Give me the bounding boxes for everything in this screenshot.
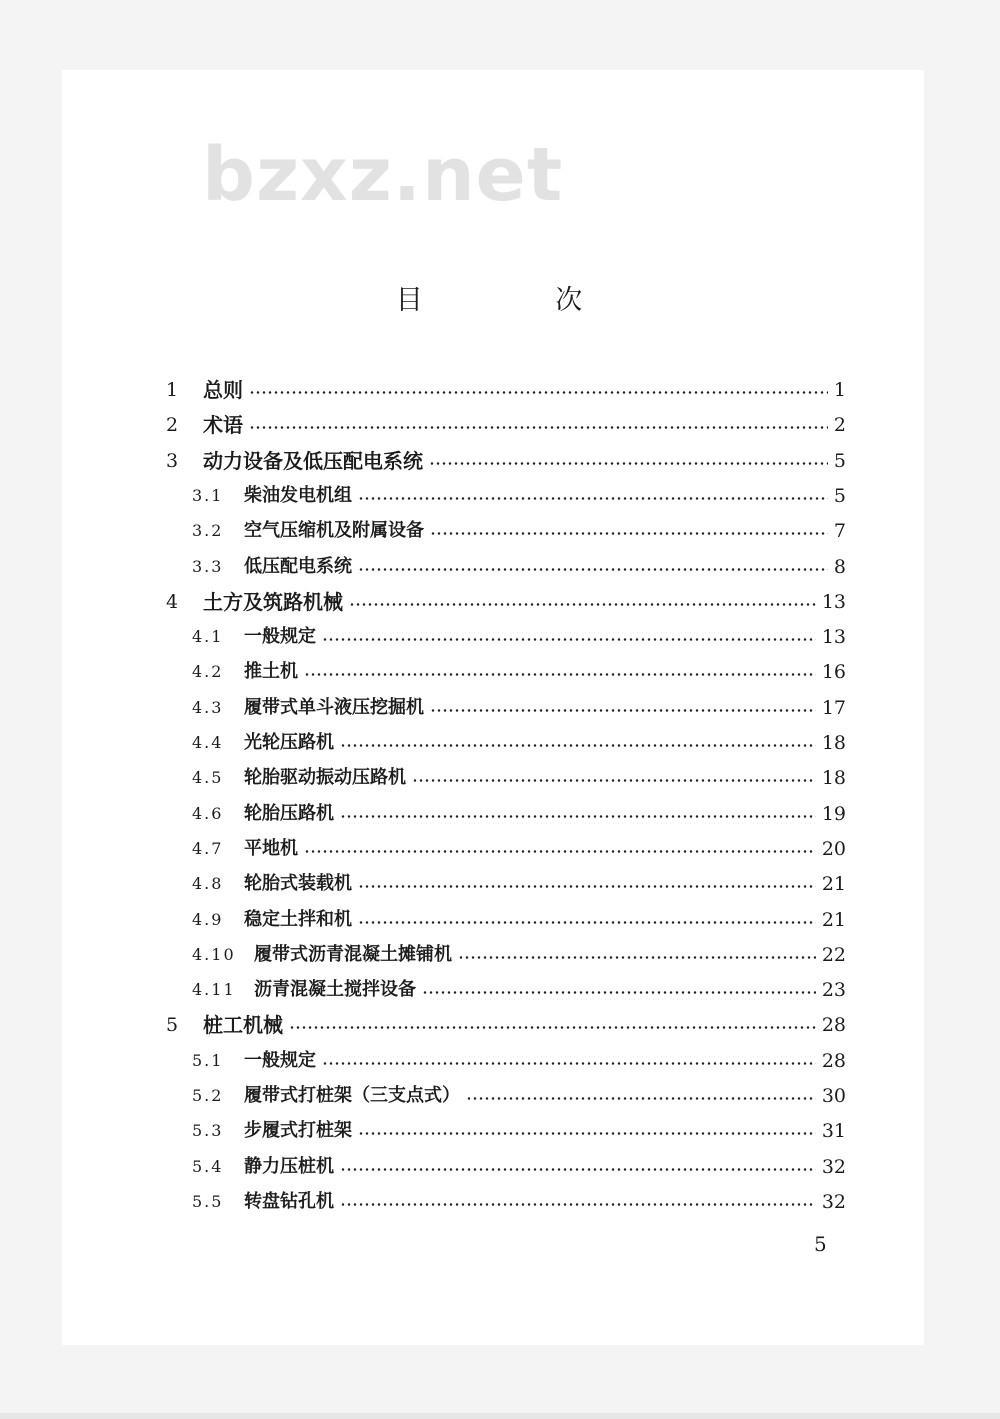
toc-section-entry	[192, 940, 846, 970]
dot-leader	[322, 622, 816, 652]
toc-section-entry	[192, 657, 846, 687]
toc-entry-title: 低压配电系统	[244, 555, 352, 577]
toc-entry-title: 轮胎式装载机	[244, 873, 352, 895]
watermark: bzxz.net	[202, 132, 564, 218]
toc-entry-page: 17	[821, 696, 846, 719]
toc-entry-page: 20	[821, 837, 846, 860]
toc-entry-page: 5	[833, 449, 846, 472]
toc-entry-title: 履带式打桩架（三支点式）	[244, 1085, 460, 1106]
toc-section-entry	[192, 1152, 846, 1182]
toc-entry-number: 5.3	[192, 1121, 224, 1141]
toc-entry-title: 推土机	[244, 661, 298, 683]
dot-leader	[340, 1187, 816, 1217]
toc-entry-title: 光轮压路机	[244, 732, 334, 753]
toc-section-entry	[192, 516, 846, 546]
toc-entry-title: 总则	[203, 378, 243, 402]
toc-entry-page: 13	[821, 626, 846, 649]
dot-leader	[466, 1081, 816, 1111]
toc-entry-number: 3	[166, 449, 179, 472]
toc-entry-title: 一般规定	[244, 626, 316, 648]
toc-entry-page: 21	[821, 873, 846, 896]
toc-entry-number: 2	[166, 414, 179, 437]
dot-leader	[358, 552, 828, 582]
toc-chapter-entry	[166, 410, 846, 440]
toc-section-entry	[192, 763, 846, 793]
toc-entry-number: 4.6	[192, 803, 224, 823]
toc-entry-page: 31	[821, 1120, 846, 1143]
toc-entry-page: 1	[833, 379, 846, 401]
toc-entry-title: 一般规定	[244, 1049, 316, 1071]
toc-entry-number: 4.1	[192, 627, 224, 647]
toc-entry-title: 动力设备及低压配电系统	[203, 448, 423, 473]
toc-section-entry	[192, 1187, 846, 1217]
dot-leader	[340, 1152, 816, 1182]
dot-leader	[249, 410, 828, 440]
dot-leader	[340, 728, 816, 758]
dot-leader	[358, 905, 816, 935]
toc-entry-page: 18	[821, 767, 846, 790]
dot-leader	[289, 1010, 816, 1040]
dot-leader	[358, 481, 828, 511]
toc-entry-number: 4.8	[192, 874, 224, 894]
toc-entry-title: 转盘钻孔机	[244, 1190, 334, 1212]
toc-entry-page: 30	[821, 1085, 846, 1107]
toc-entry-title: 静力压桩机	[244, 1155, 334, 1177]
dot-leader	[349, 587, 816, 617]
toc-entry-title: 柴油发电机组	[244, 484, 352, 506]
toc-entry-title: 步履式打桩架	[244, 1120, 352, 1142]
toc-entry-title: 桩工机械	[203, 1013, 283, 1038]
toc-entry-number: 4.4	[192, 733, 224, 752]
toc-entry-title: 轮胎驱动振动压路机	[244, 767, 406, 789]
dot-leader	[422, 975, 816, 1005]
toc-section-entry	[192, 1046, 846, 1076]
dot-leader	[458, 940, 816, 970]
dot-leader	[430, 693, 816, 723]
toc-entry-number: 5.2	[192, 1086, 224, 1105]
toc-entry-title: 沥青混凝土搅拌设备	[254, 979, 416, 1001]
toc-chapter-entry	[166, 375, 846, 405]
toc-entry-number: 5.4	[192, 1156, 224, 1176]
toc-entry-page: 28	[821, 1014, 846, 1037]
toc-section-entry	[192, 799, 846, 829]
toc-entry-title: 履带式单斗液压挖掘机	[244, 696, 424, 718]
toc-entry-number: 5.5	[192, 1191, 224, 1211]
toc-entry-page: 32	[821, 1155, 846, 1178]
toc-entry-number: 3.2	[192, 521, 224, 541]
toc-chapter-entry	[166, 446, 846, 476]
toc-entry-number: 4.11	[192, 980, 236, 1000]
toc-entry-number: 5	[166, 1014, 179, 1037]
toc-entry-title: 土方及筑路机械	[203, 589, 343, 614]
toc-section-entry	[192, 834, 846, 864]
toc-section-entry	[192, 905, 846, 935]
toc-entry-number: 4.7	[192, 838, 224, 858]
dot-leader	[249, 375, 828, 405]
dot-leader	[304, 834, 816, 864]
dot-leader	[358, 1116, 816, 1146]
toc-entry-page: 28	[821, 1049, 846, 1072]
toc-entry-title: 稳定土拌和机	[244, 908, 352, 930]
toc-entry-title: 平地机	[244, 837, 298, 859]
toc-entry-page: 21	[821, 908, 846, 931]
toc-entry-number: 3.3	[192, 556, 224, 576]
toc-title: 目 次	[395, 285, 645, 316]
toc-entry-number: 4.2	[192, 662, 224, 682]
toc-entry-page: 32	[821, 1190, 846, 1213]
dot-leader	[322, 1046, 816, 1076]
page-number: 5	[814, 1232, 827, 1256]
toc-entry-number: 4.10	[192, 944, 236, 964]
toc-section-entry	[192, 622, 846, 652]
dot-leader	[430, 516, 828, 546]
toc-section-entry	[192, 552, 846, 582]
toc-entry-page: 5	[833, 484, 846, 507]
toc-entry-title: 空气压缩机及附属设备	[244, 520, 424, 542]
toc-entry-page: 18	[821, 732, 846, 754]
toc-entry-page: 16	[821, 661, 846, 684]
dot-leader	[340, 799, 816, 829]
toc-entry-page: 7	[833, 520, 846, 543]
dot-leader	[304, 657, 816, 687]
toc-entry-number: 4	[166, 590, 179, 613]
dot-leader	[412, 763, 816, 793]
toc-section-entry	[192, 693, 846, 723]
toc-entry-number: 4.3	[192, 697, 224, 717]
toc-section-entry	[192, 481, 846, 511]
toc-entry-number: 4.5	[192, 768, 224, 788]
toc-chapter-entry	[166, 1010, 846, 1040]
toc-section-entry	[192, 975, 846, 1005]
dot-leader	[429, 446, 828, 476]
toc-entry-title: 轮胎压路机	[244, 802, 334, 824]
toc-entry-number: 5.1	[192, 1050, 224, 1070]
toc-entry-page: 2	[833, 414, 846, 437]
toc-entry-page: 19	[821, 802, 846, 825]
toc-section-entry	[192, 1081, 846, 1111]
toc-section-entry	[192, 869, 846, 899]
toc-chapter-entry	[166, 587, 846, 617]
page-edge	[0, 1413, 1000, 1419]
toc-entry-title: 履带式沥青混凝土摊铺机	[254, 943, 452, 965]
toc-section-entry	[192, 1116, 846, 1146]
dot-leader	[358, 869, 816, 899]
toc-entry-title: 术语	[203, 413, 243, 438]
toc-entry-page: 22	[821, 943, 846, 966]
toc-entry-number: 1	[166, 379, 179, 401]
toc-section-entry	[192, 728, 846, 758]
toc-entry-number: 4.9	[192, 909, 224, 929]
toc-entry-page: 23	[821, 979, 846, 1002]
toc-entry-page: 8	[833, 555, 846, 578]
toc-entry-page: 13	[821, 590, 846, 613]
toc-entry-number: 3.1	[192, 485, 224, 505]
